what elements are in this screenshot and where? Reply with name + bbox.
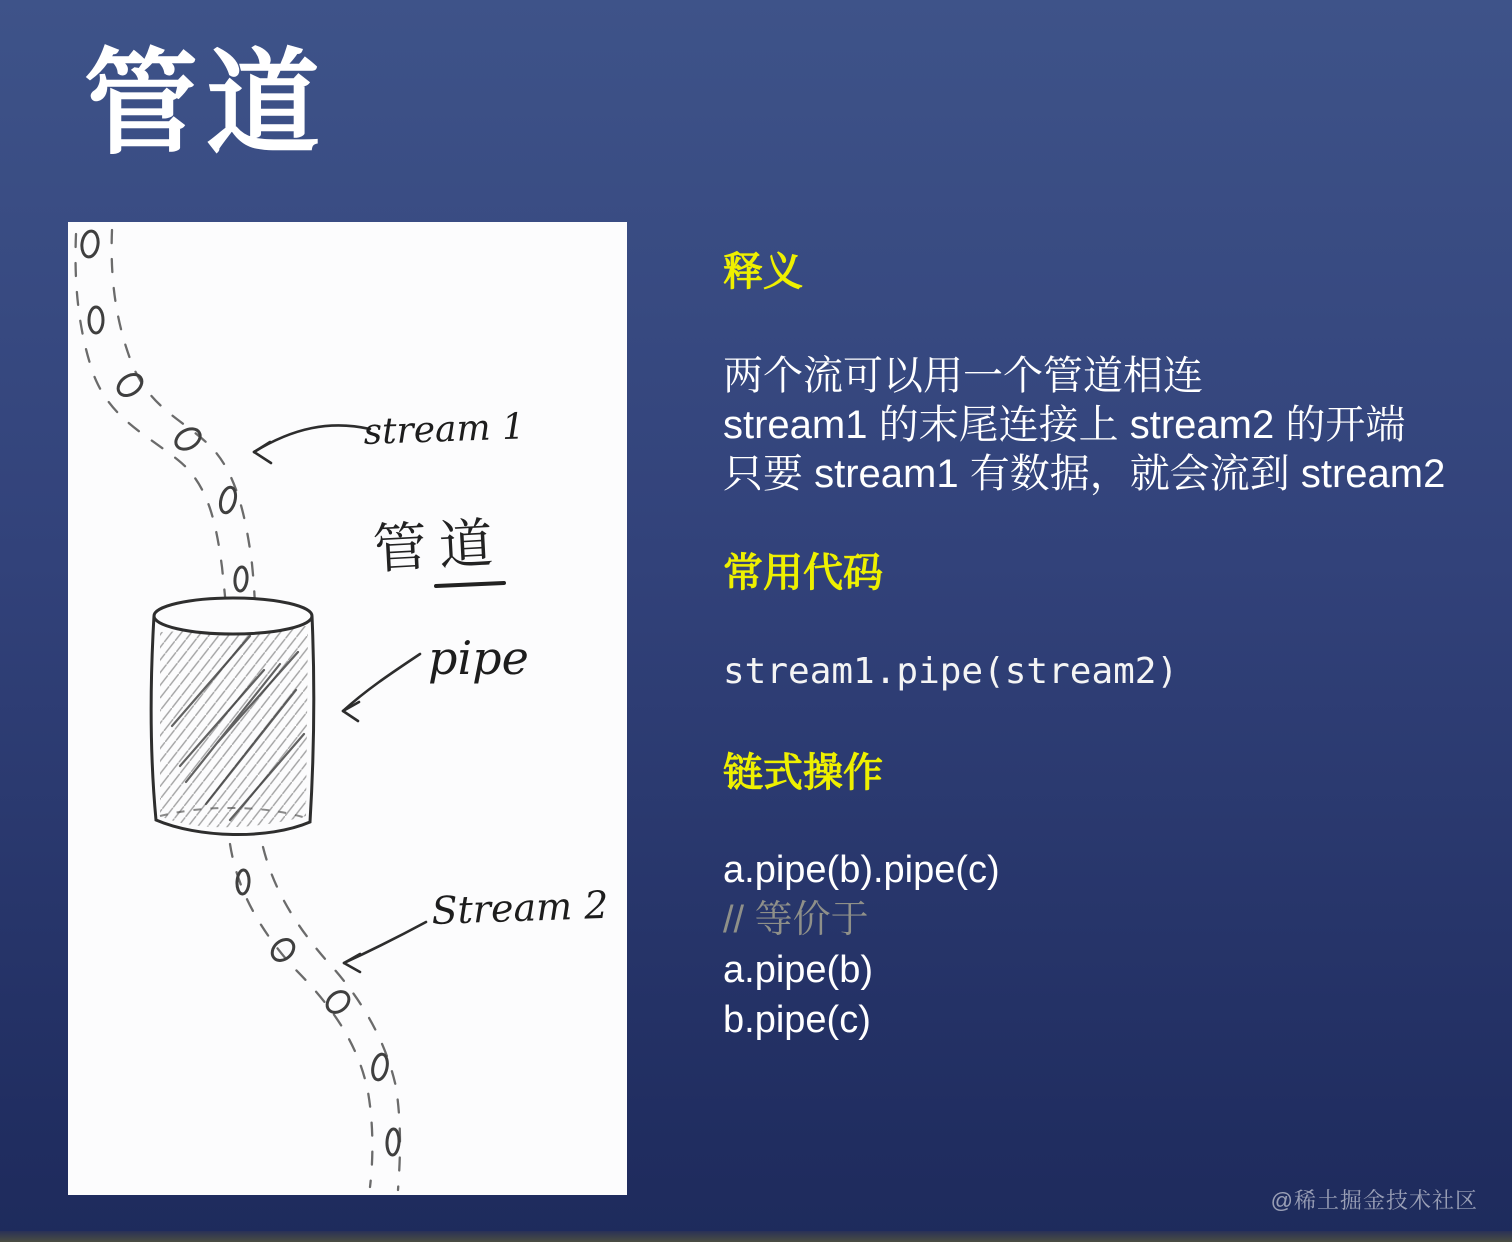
section-heading-definition: 释义 [723, 250, 803, 294]
page-title: 管道 [84, 41, 329, 168]
definition-line-3: 只要 stream1 有数据，就会流到 stream2 [723, 452, 1446, 496]
chain-code-block [723, 845, 1000, 1045]
pipe-cylinder [151, 598, 314, 835]
pipe-label: pipe [428, 631, 529, 685]
code-snippet: stream1.pipe(stream2) [723, 651, 1179, 692]
pipe-cn-underline [436, 583, 504, 586]
section-heading-chain: 链式操作 [723, 751, 883, 795]
chain-comment: // 等价于 [723, 899, 869, 941]
stream1-flow [76, 230, 255, 652]
stream1-label: stream 1 [362, 406, 526, 453]
chain-line-3: b.pipe(c) [723, 999, 871, 1041]
stream2-droplets [236, 870, 399, 1156]
section-heading-code: 常用代码 [723, 551, 883, 595]
arrow-pipe-icon [343, 654, 420, 721]
watermark: @稀土掘金技术社区 [1270, 1188, 1478, 1213]
bottom-strip [0, 1231, 1512, 1242]
definition-text [723, 352, 1445, 499]
stream2-flow [230, 844, 400, 1190]
pipe-cn-label: 管道 [371, 511, 507, 581]
stream2-label: Stream 2 [430, 882, 610, 933]
definition-line-2: stream1 的末尾连接上 stream2 的开端 [723, 403, 1406, 447]
chain-line-1: a.pipe(b).pipe(c) [723, 849, 1000, 891]
sketch-panel [68, 222, 627, 1195]
pipe-sketch [68, 222, 627, 1195]
definition-line-1: 两个流可以用一个管道相连 [723, 354, 1203, 398]
stream1-droplets [80, 230, 248, 591]
arrow-stream1-icon [254, 425, 370, 463]
arrow-stream2-icon [344, 922, 426, 972]
chain-line-2: a.pipe(b) [723, 949, 873, 991]
